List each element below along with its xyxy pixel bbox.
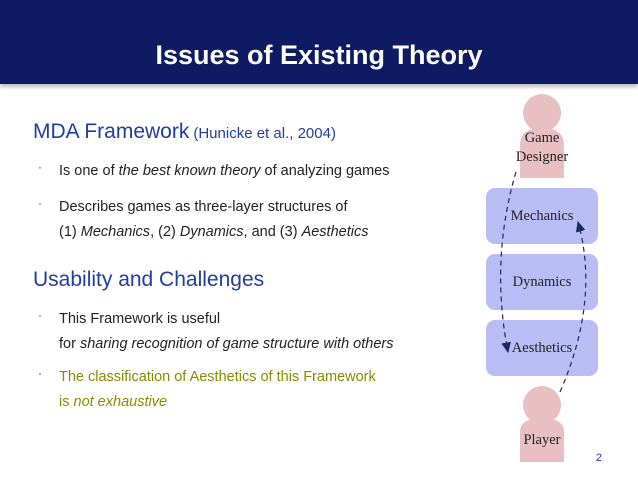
bullet-marker: ·	[38, 308, 42, 322]
text: Is one of	[59, 163, 119, 179]
layer-label-mechanics: Mechanics	[510, 208, 574, 224]
mda-heading-text: MDA Framework	[33, 120, 190, 143]
layer-label-aesthetics: Aesthetics	[511, 340, 573, 356]
emphasis-text: sharing recognition of game structure with others	[79, 336, 394, 352]
bullet-marker: ·	[38, 196, 42, 210]
text: , (2)	[150, 224, 180, 240]
bullet-three-layer-line1: Describes games as three-layer structures of	[59, 199, 348, 215]
layer-label-dynamics: Dynamics	[512, 274, 572, 290]
text: , and (3)	[243, 224, 302, 240]
emphasis-text: Aesthetics	[301, 224, 369, 240]
designer-head	[523, 94, 561, 132]
emphasis-text: the best known theory	[118, 163, 261, 179]
text: (1)	[59, 224, 81, 240]
bullet-not-exhaustive-line1: The classification of Aesthetics of this Framework	[59, 369, 376, 385]
player-figure	[520, 386, 564, 462]
emphasis-text: not exhaustive	[73, 394, 168, 410]
slide-title: Issues of Existing Theory	[155, 40, 483, 70]
page-number: 2	[595, 452, 602, 464]
text: of analyzing games	[260, 163, 390, 179]
emphasis-text: Dynamics	[179, 224, 244, 240]
bullet-useful-line1: This Framework is useful	[59, 311, 221, 327]
bullet-marker: ·	[38, 160, 42, 174]
designer-label-line1: Game	[524, 130, 560, 146]
emphasis-text: Mechanics	[80, 224, 151, 240]
citation: (Hunicke et al., 2004)	[193, 125, 336, 142]
section-heading-usability: Usability and Challenges	[33, 268, 265, 291]
bullet-marker: ·	[38, 366, 42, 380]
text: is	[59, 394, 74, 410]
text: for	[59, 336, 80, 352]
player-label: Player	[523, 432, 561, 448]
designer-label-line2: Designer	[515, 149, 569, 165]
